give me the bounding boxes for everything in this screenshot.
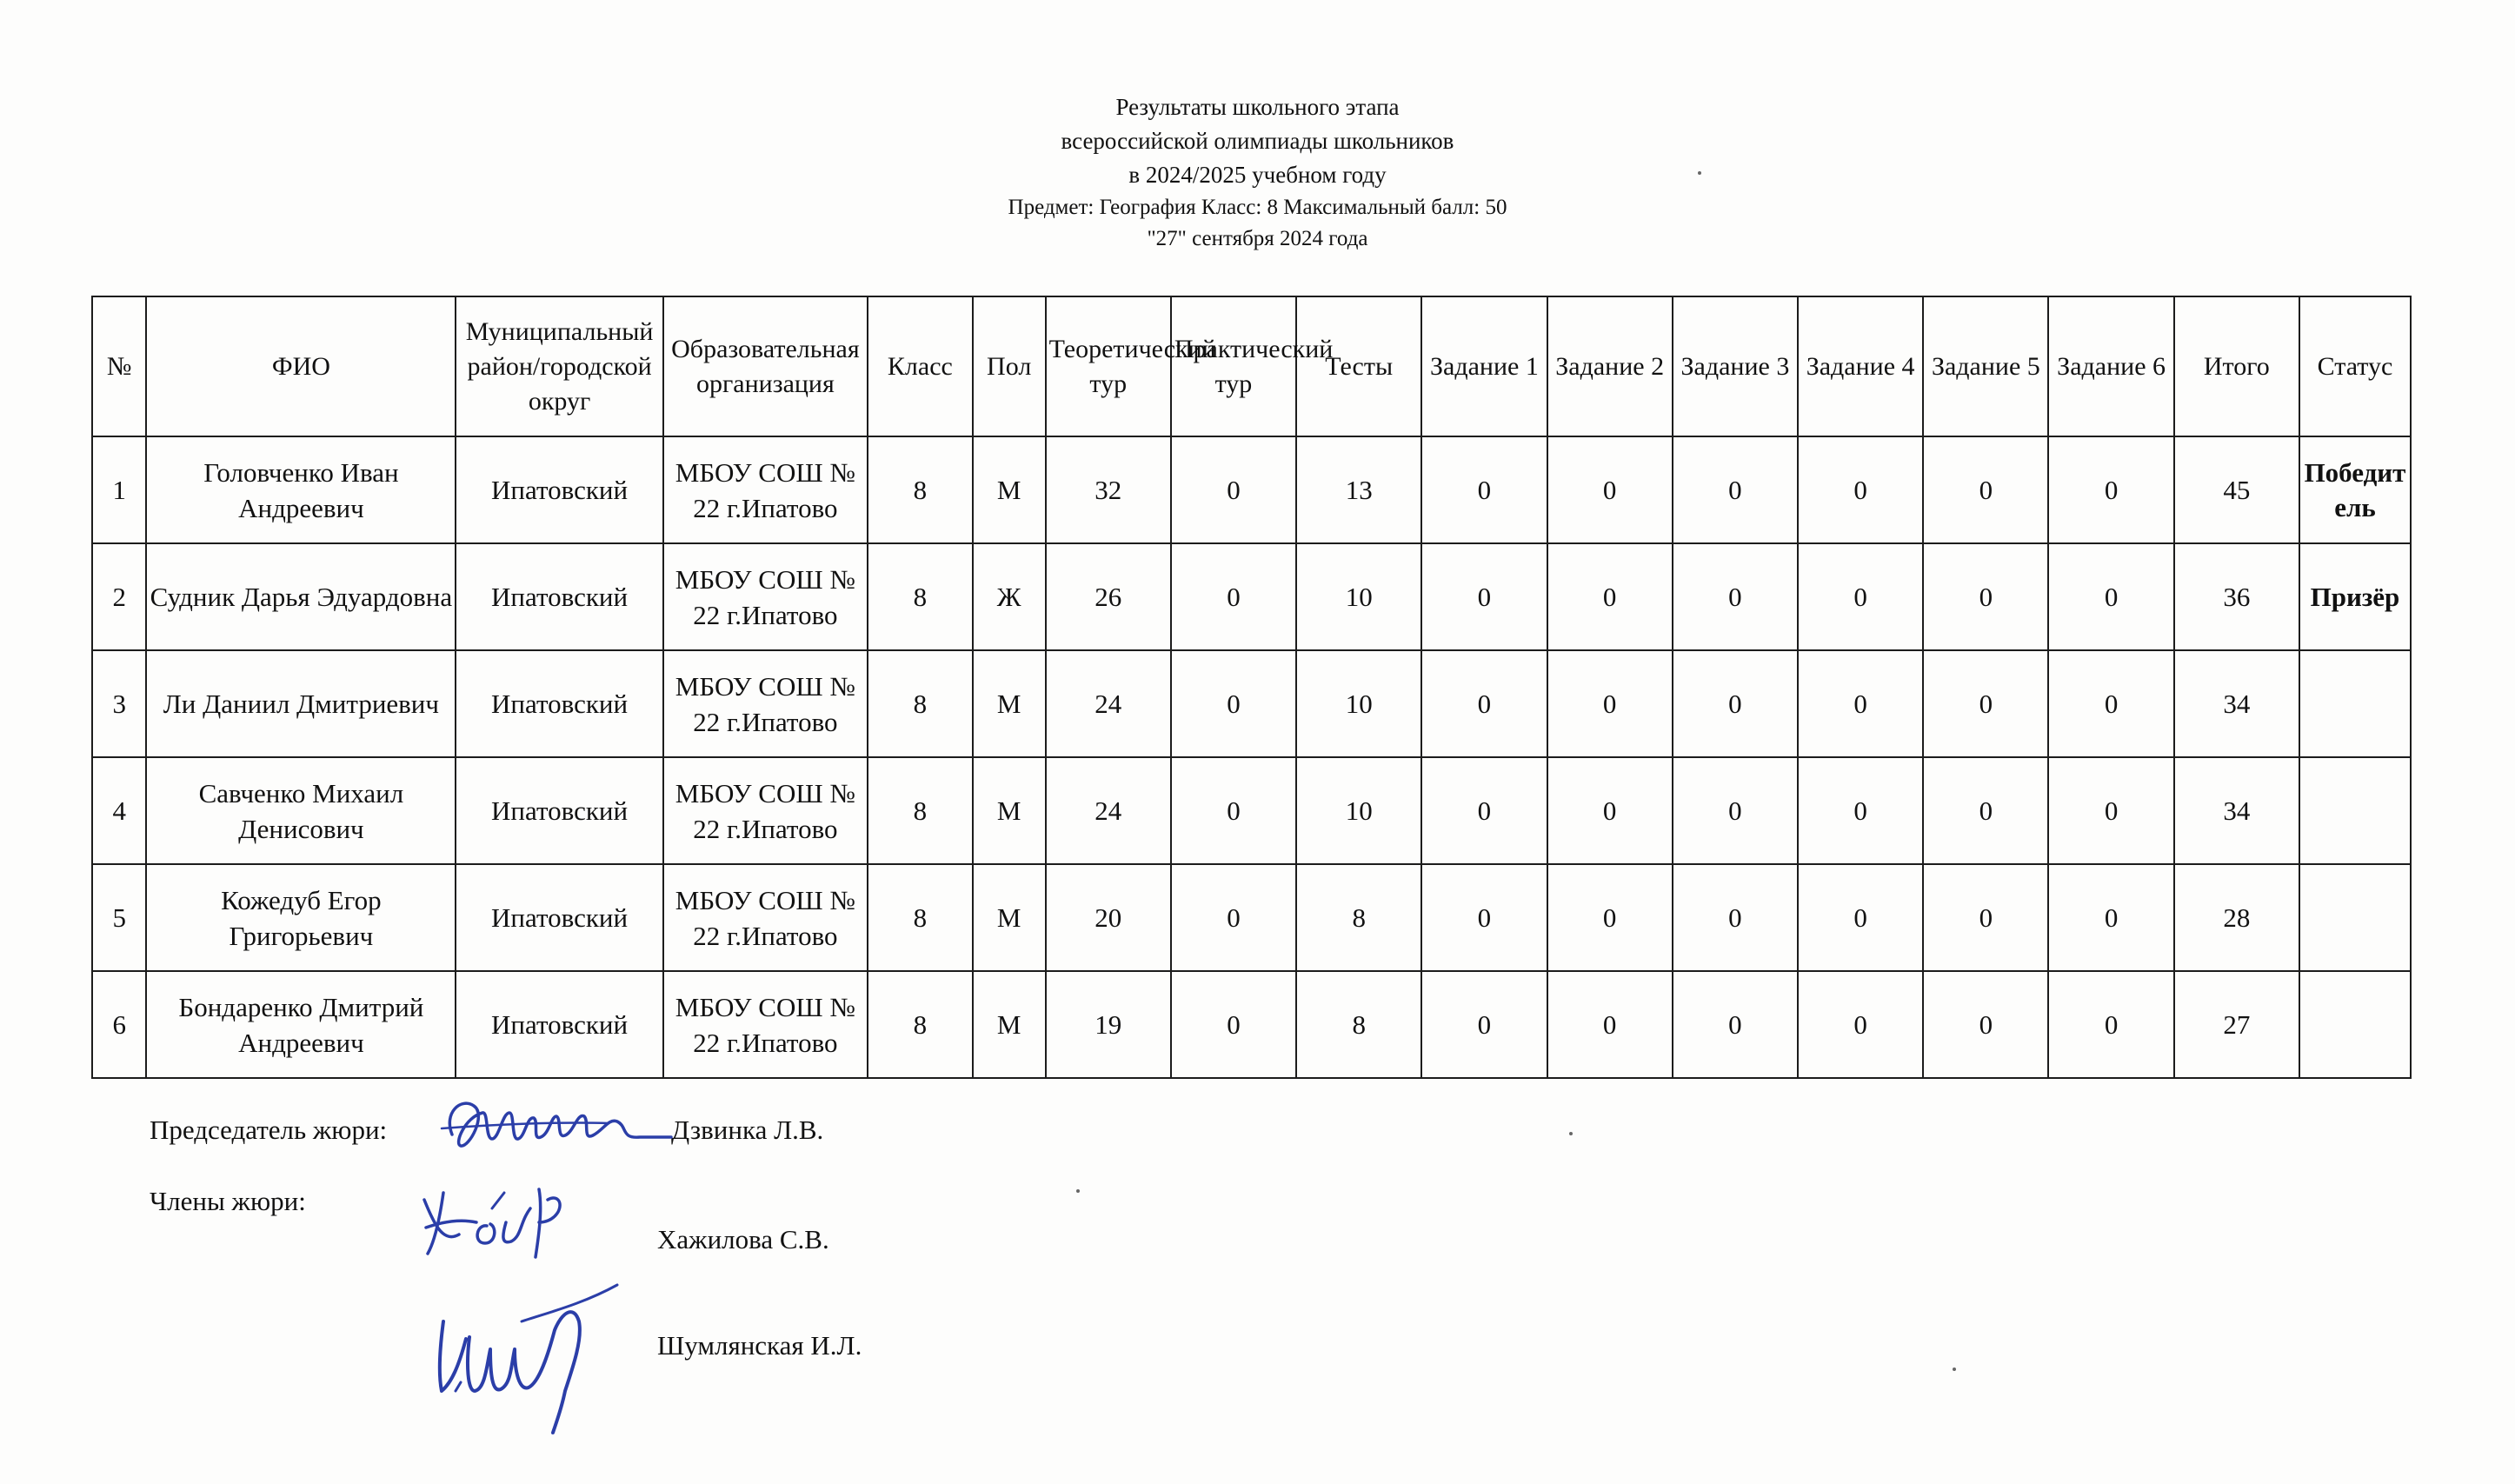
members-label: Члены жюри: [150,1186,306,1216]
cell-practice: 0 [1171,543,1296,650]
cell-task-1: 0 [1421,971,1547,1078]
cell-tests: 8 [1296,864,1421,971]
cell-task-5: 0 [1923,436,2048,543]
date-line: "27" сентября 2024 года [1147,227,1368,250]
cell-class: 8 [868,971,973,1078]
results-table [91,296,2412,1079]
title-line-1: Результаты школьного этапа [1115,94,1400,120]
cell-fio: Кожедуб Егор Григорьевич [146,864,456,971]
cell-district: Ипатовский [456,864,662,971]
cell-theory: 19 [1046,971,1171,1078]
cell-organization: МБОУ СОШ № 22 г.Ипатово [663,864,868,971]
title-line-2: всероссийской олимпиады школьников [1061,128,1454,154]
chair-name: Дзвинка Л.В. [671,1115,824,1145]
cell-gender: М [973,650,1046,757]
column-header: Статус [2299,296,2411,436]
cell-organization: МБОУ СОШ № 22 г.Ипатово [663,436,868,543]
cell-fio: Судник Дарья Эдуардовна [146,543,456,650]
table-row [92,757,2411,864]
cell-fio: Ли Даниил Дмитриевич [146,650,456,757]
cell-fio: Савченко Михаил Денисович [146,757,456,864]
cell-task-2: 0 [1547,757,1673,864]
cell-tests: 13 [1296,436,1421,543]
subject-line: Предмет: География Класс: 8 Максимальный балл: 50 [1008,196,1507,219]
cell-task-3: 0 [1673,436,1798,543]
cell-task-6: 0 [2048,757,2173,864]
cell-number: 4 [92,757,146,864]
cell-total: 36 [2174,543,2299,650]
cell-status [2299,864,2411,971]
cell-total: 45 [2174,436,2299,543]
table-row [92,971,2411,1078]
table-row [92,650,2411,757]
cell-task-3: 0 [1673,757,1798,864]
cell-theory: 20 [1046,864,1171,971]
cell-task-2: 0 [1547,543,1673,650]
cell-theory: 24 [1046,650,1171,757]
column-header: Класс [868,296,973,436]
cell-task-2: 0 [1547,436,1673,543]
cell-practice: 0 [1171,650,1296,757]
member-1-name: Хажилова С.В. [657,1224,829,1254]
cell-tests: 8 [1296,971,1421,1078]
cell-theory: 26 [1046,543,1171,650]
cell-class: 8 [868,543,973,650]
column-header: Муниципальный район/городской округ [456,296,662,436]
cell-task-3: 0 [1673,650,1798,757]
chair-label: Председатель жюри: [150,1115,388,1145]
title-line-3: в 2024/2025 учебном году [1128,162,1387,188]
table-row [92,436,2411,543]
cell-status: Призёр [2299,543,2411,650]
cell-status [2299,757,2411,864]
cell-task-4: 0 [1798,436,1923,543]
cell-task-4: 0 [1798,864,1923,971]
cell-gender: Ж [973,543,1046,650]
scan-speck [1953,1368,1956,1371]
cell-task-4: 0 [1798,543,1923,650]
cell-gender: М [973,436,1046,543]
cell-task-1: 0 [1421,543,1547,650]
cell-number: 6 [92,971,146,1078]
cell-district: Ипатовский [456,436,662,543]
document-header [0,90,2515,255]
member-1-signature [409,1174,635,1278]
cell-organization: МБОУ СОШ № 22 г.Ипатово [663,971,868,1078]
cell-theory: 32 [1046,436,1171,543]
cell-total: 34 [2174,757,2299,864]
cell-status [2299,650,2411,757]
cell-task-1: 0 [1421,757,1547,864]
cell-status: Победитель [2299,436,2411,543]
scan-speck [1569,1132,1573,1135]
table-row [92,543,2411,650]
cell-tests: 10 [1296,543,1421,650]
cell-task-5: 0 [1923,757,2048,864]
cell-task-6: 0 [2048,971,2173,1078]
cell-task-5: 0 [1923,650,2048,757]
scan-speck [1076,1189,1080,1193]
cell-practice: 0 [1171,757,1296,864]
cell-fio: Головченко Иван Андреевич [146,436,456,543]
cell-task-1: 0 [1421,436,1547,543]
cell-task-6: 0 [2048,864,2173,971]
column-header: Задание 1 [1421,296,1547,436]
column-header: Теоретический тур [1046,296,1171,436]
cell-class: 8 [868,650,973,757]
table-row [92,864,2411,971]
chair-signature [435,1087,678,1165]
member-2-name: Шумлянская И.Л. [657,1330,862,1361]
cell-gender: М [973,757,1046,864]
cell-class: 8 [868,864,973,971]
cell-district: Ипатовский [456,757,662,864]
cell-fio: Бондаренко Дмитрий Андреевич [146,971,456,1078]
cell-district: Ипатовский [456,650,662,757]
cell-task-2: 0 [1547,971,1673,1078]
cell-total: 34 [2174,650,2299,757]
cell-gender: М [973,971,1046,1078]
cell-task-6: 0 [2048,543,2173,650]
cell-class: 8 [868,757,973,864]
column-header: Задание 6 [2048,296,2173,436]
cell-practice: 0 [1171,864,1296,971]
cell-task-2: 0 [1547,650,1673,757]
column-header: Задание 4 [1798,296,1923,436]
cell-task-3: 0 [1673,971,1798,1078]
cell-total: 27 [2174,971,2299,1078]
column-header: Образовательная организация [663,296,868,436]
column-header: Задание 3 [1673,296,1798,436]
cell-number: 5 [92,864,146,971]
column-header: № [92,296,146,436]
column-header: ФИО [146,296,456,436]
column-header: Итого [2174,296,2299,436]
cell-task-4: 0 [1798,650,1923,757]
cell-theory: 24 [1046,757,1171,864]
cell-organization: МБОУ СОШ № 22 г.Ипатово [663,650,868,757]
cell-tests: 10 [1296,650,1421,757]
cell-practice: 0 [1171,971,1296,1078]
cell-practice: 0 [1171,436,1296,543]
cell-task-5: 0 [1923,543,2048,650]
cell-task-1: 0 [1421,650,1547,757]
cell-number: 3 [92,650,146,757]
column-header: Задание 5 [1923,296,2048,436]
cell-total: 28 [2174,864,2299,971]
cell-task-5: 0 [1923,864,2048,971]
cell-task-1: 0 [1421,864,1547,971]
cell-task-4: 0 [1798,971,1923,1078]
cell-status [2299,971,2411,1078]
cell-task-6: 0 [2048,650,2173,757]
scan-speck [1698,171,1701,175]
member-2-signature [417,1269,643,1443]
cell-district: Ипатовский [456,543,662,650]
column-header: Задание 2 [1547,296,1673,436]
cell-task-3: 0 [1673,864,1798,971]
cell-task-2: 0 [1547,864,1673,971]
cell-gender: М [973,864,1046,971]
column-header: Практический тур [1171,296,1296,436]
cell-number: 2 [92,543,146,650]
table-header-row [92,296,2411,436]
cell-organization: МБОУ СОШ № 22 г.Ипатово [663,757,868,864]
cell-district: Ипатовский [456,971,662,1078]
cell-organization: МБОУ СОШ № 22 г.Ипатово [663,543,868,650]
cell-task-4: 0 [1798,757,1923,864]
cell-number: 1 [92,436,146,543]
cell-task-3: 0 [1673,543,1798,650]
column-header: Тесты [1296,296,1421,436]
column-header: Пол [973,296,1046,436]
cell-class: 8 [868,436,973,543]
cell-task-6: 0 [2048,436,2173,543]
cell-tests: 10 [1296,757,1421,864]
cell-task-5: 0 [1923,971,2048,1078]
